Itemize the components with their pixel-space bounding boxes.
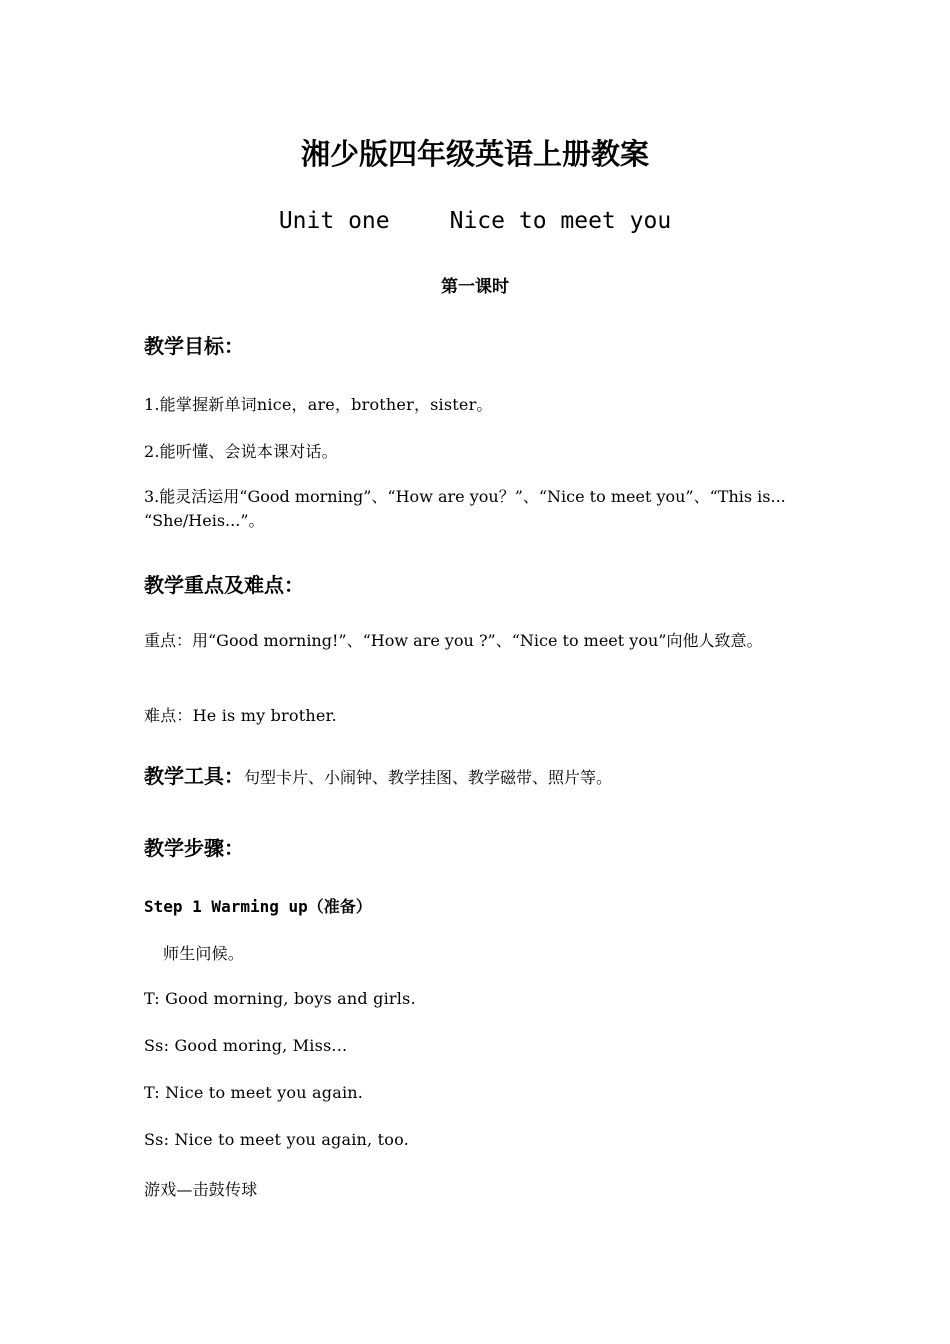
tools-label: 教学工具： (144, 764, 244, 788)
key-points-heading: 教学重点及难点： (144, 573, 304, 597)
objective-item-3: 3.能灵活运用“Good morning”、“How are you？”、“Nice to meet you”、“This is... “She/Heis...”。 (144, 487, 786, 530)
dialogue-line: T: Nice to meet you again. (144, 1083, 364, 1102)
unit-name: Nice to meet you (449, 208, 672, 234)
game-line: 游戏—击鼓传球 (144, 1180, 258, 1199)
dialogue-line: T: Good morning, boys and girls. (144, 989, 416, 1008)
objective-item-1: 1.能掌握新单词nice，are，brother，sister。 (144, 395, 493, 414)
document-title: 湘少版四年级英语上册教案 (300, 137, 649, 171)
lesson-label: 第一课时 (441, 277, 509, 297)
step-1-label: Step 1 Warming up (144, 897, 308, 916)
step-1-intro: 师生问候。 (163, 944, 245, 963)
dialogue-line: Ss: Good moring, Miss... (144, 1036, 348, 1055)
objective-item-2: 2.能听懂、会说本课对话。 (144, 442, 338, 461)
steps-heading: 教学步骤： (144, 836, 244, 860)
objectives-heading: 教学目标： (144, 334, 244, 358)
unit-label: Unit one (278, 208, 390, 234)
tools-text: 句型卡片、小闹钟、教学挂图、教学磁带、照片等。 (244, 768, 613, 787)
unit-heading (0, 208, 950, 234)
key-point-focus: 重点：用“Good morning!”、“How are you ?”、“Nice to meet you”向他人致意。 (144, 631, 763, 650)
step-1-label-cn: （准备） (307, 897, 372, 916)
tools-line (144, 760, 612, 789)
key-point-difficulty: 难点：He is my brother. (144, 706, 337, 725)
step-1-heading (144, 894, 372, 917)
dialogue-line: Ss: Nice to meet you again, too. (144, 1130, 409, 1149)
